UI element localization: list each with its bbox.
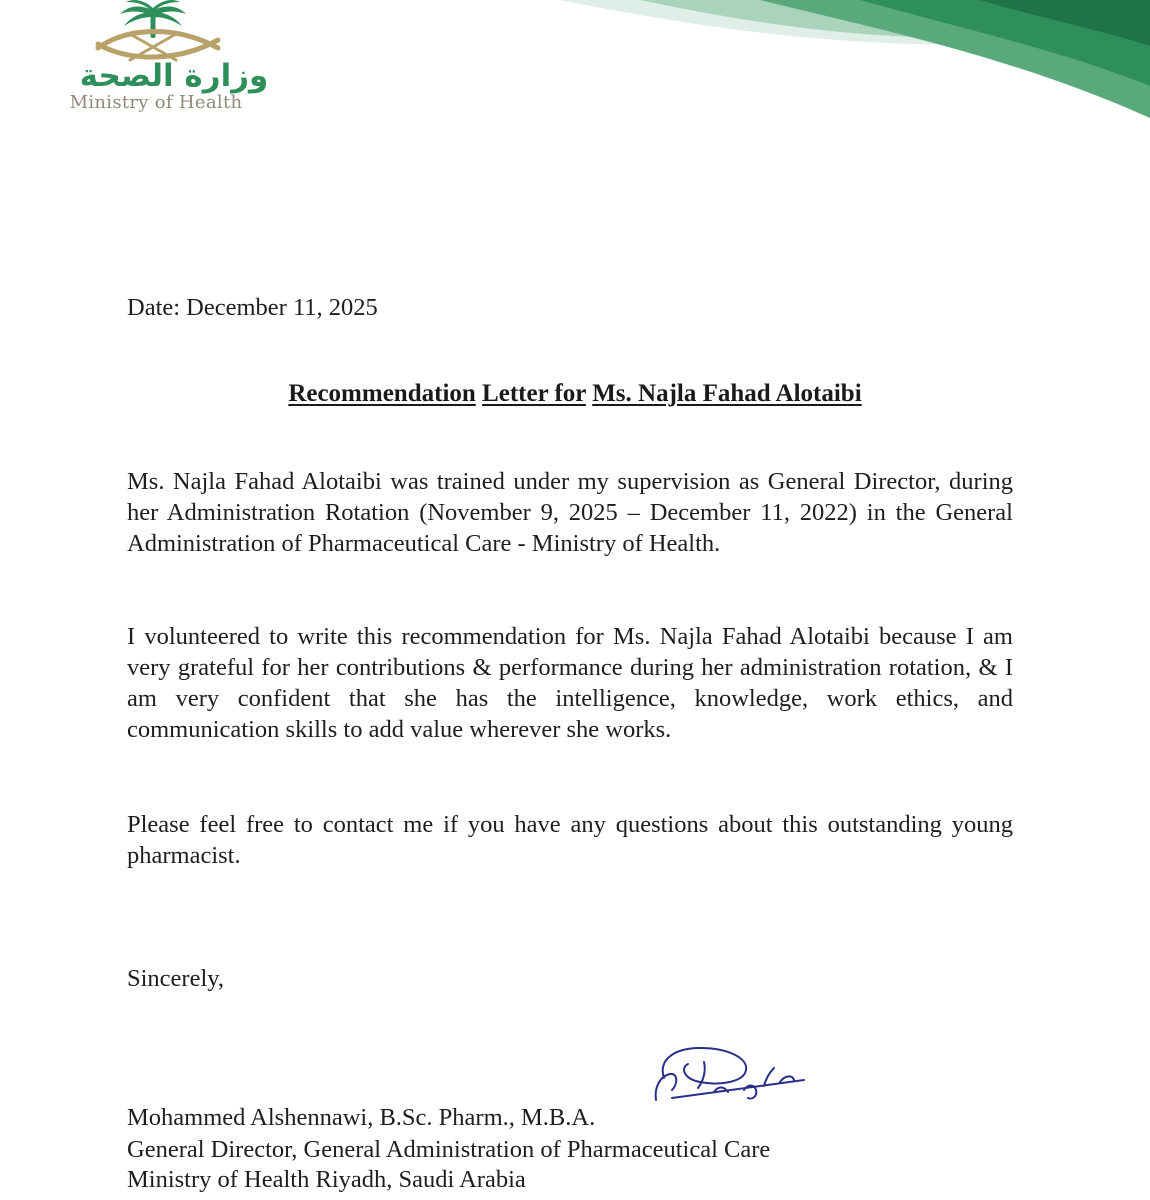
paragraph-contact: Please feel free to contact me if you have any questions about this outstanding young pharmacist. <box>127 811 1013 869</box>
signatory-location: Ministry of Health Riyadh, Saudi Arabia <box>127 1166 526 1193</box>
signatory-title: General Director, General Administration of Pharmaceutical Care <box>127 1136 771 1163</box>
paragraph-recommendation: I volunteered to write this recommendation for Ms. Najla Fahad Alotaibi because I am very grateful for her contributions & performance during her administration rotation, & I am very confident that she has the intelligence, knowledge, work ethics, and communication skills to add value wherever she works. <box>127 623 1013 743</box>
paragraph-training: Ms. Najla Fahad Alotaibi was trained under my supervision as General Director, during her Administration Rotation (November 9, 2025 – December 11, 2022) in the General Administration of Pharmaceutical Care - Ministry of Health. <box>127 468 1013 557</box>
letter-date: Date: December 11, 2025 <box>127 294 378 321</box>
title-part-letter-for: Letter for <box>482 380 586 407</box>
ministry-logo <box>28 0 288 120</box>
logo-english-text: Ministry of Health <box>69 92 243 113</box>
logo-arabic-text: وزارة الصحة <box>79 58 269 94</box>
closing-salutation: Sincerely, <box>127 965 225 992</box>
signatory-name: Mohammed Alshennawi, B.Sc. Pharm., M.B.A. <box>127 1104 596 1131</box>
title-part-recommendation: Recommendation <box>288 380 476 407</box>
title-part-name: Ms. Najla Fahad Alotaibi <box>592 380 862 407</box>
letter-title <box>0 378 1150 410</box>
